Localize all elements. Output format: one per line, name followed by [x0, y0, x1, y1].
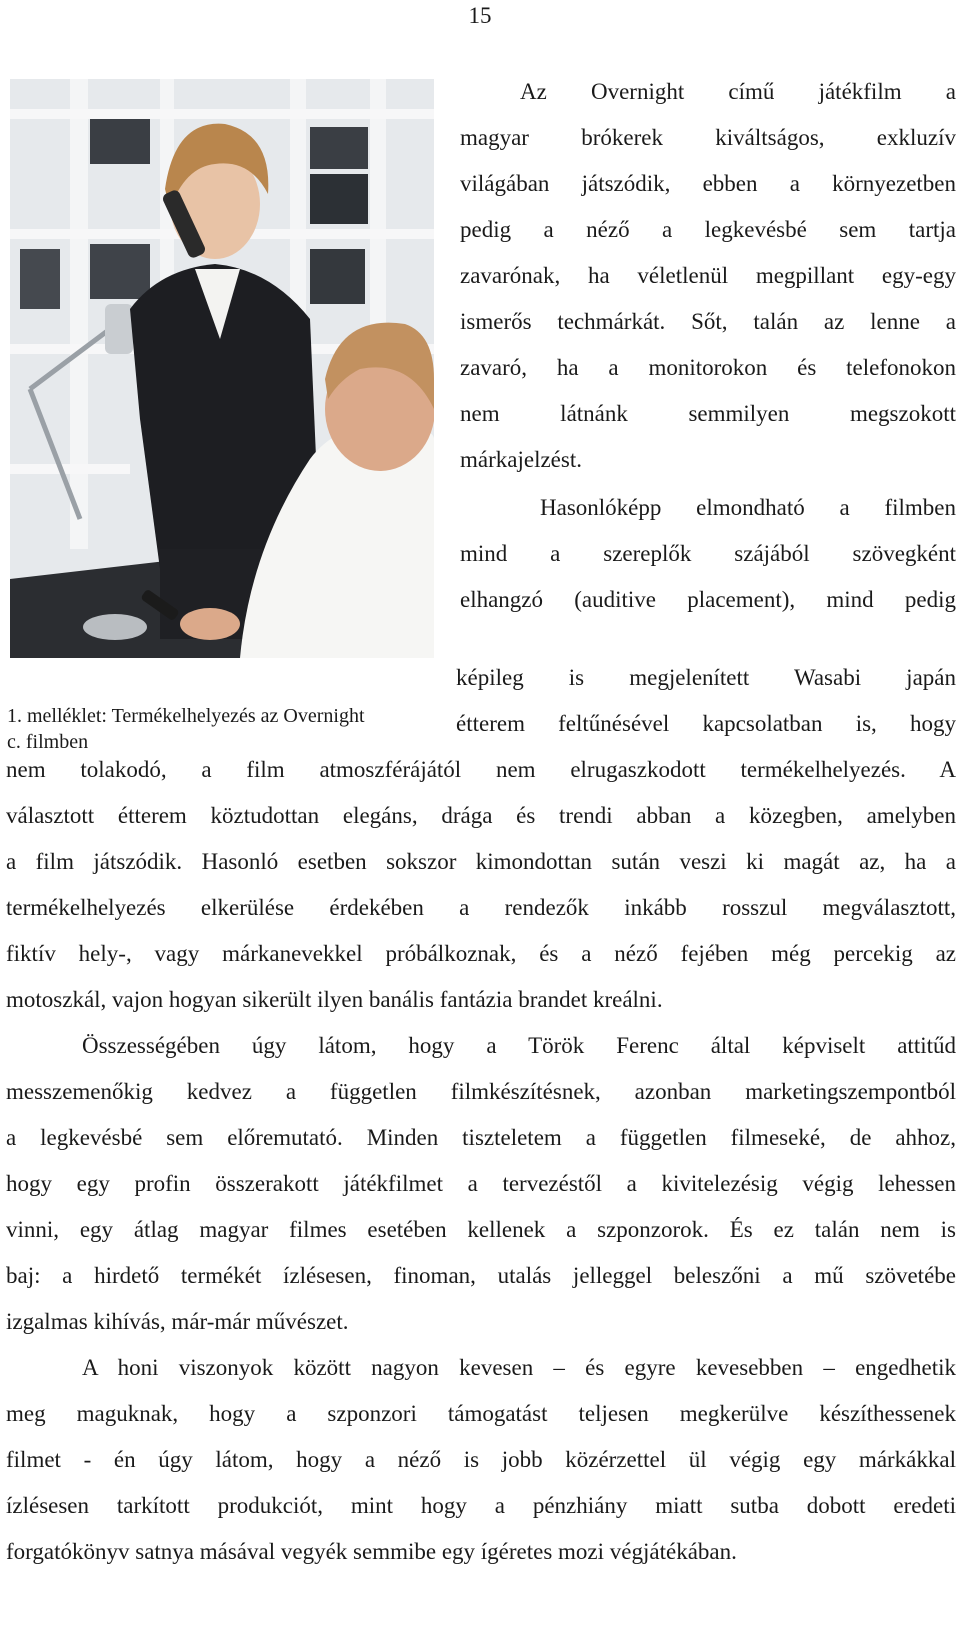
body-text-line: hogy egy profin összerakott játékfilmet a tervezéstől a kivitelezésig végig lehessen: [6, 1171, 956, 1196]
side-text-line: zavaró, ha a monitorokon és telefonokon: [460, 355, 956, 380]
body-text-line: a film játszódik. Hasonló esetben sokszor kimondottan sután veszi ki magát az, ha a: [6, 849, 956, 874]
side-text-line: elhangzó (auditive placement), mind pedig: [460, 587, 956, 612]
body-text-line: fiktív hely-, vagy márkanevekkel próbálkoznak, és a néző fejében még percekig az: [6, 941, 956, 966]
body-text-line: nem tolakodó, a film atmoszférájától nem elrugaszkodott termékelhelyezés. A: [6, 757, 956, 782]
side-text-line: zavarónak, ha véletlenül megpillant egy-egy: [460, 263, 956, 288]
side-text-line: pedig a néző a legkevésbé sem tartja: [460, 217, 956, 242]
side-text-line: képileg is megjelenített Wasabi japán: [456, 665, 956, 690]
side-text-line: étterem feltűnésével kapcsolatban is, hogy: [456, 711, 956, 736]
body-text-line: vinni, egy átlag magyar filmes esetében kellenek a szponzorok. És ez talán nem is: [6, 1217, 956, 1242]
body-text-line: baj: a hirdető termékét ízlésesen, finoman, utalás jelleggel beleszőni a mű szövetébe: [6, 1263, 956, 1288]
figure-caption-line-2: c. filmben: [7, 731, 89, 753]
page-number: 15: [468, 3, 492, 28]
body-text-line: ízlésesen tarkított produkciót, mint hogy a pénzhiány miatt sutba dobott eredeti: [6, 1493, 956, 1518]
body-text-line: Összességében úgy látom, hogy a Török Ferenc által képviselt attitűd: [82, 1033, 956, 1058]
film-still-illustration: [10, 79, 434, 658]
side-text-line: Az Overnight című játékfilm a: [520, 79, 956, 104]
side-text-line: magyar brókerek kiváltságos, exkluzív: [460, 125, 956, 150]
side-text-line: márkajelzést.: [460, 447, 582, 472]
body-text-line: a legkevésbé sem előremutató. Minden tiszteletem a független filmeseké, de ahhoz,: [6, 1125, 956, 1150]
figure-caption: [7, 703, 427, 755]
body-text-line: izgalmas kihívás, már-már művészet.: [6, 1309, 349, 1334]
body-text-line: filmet - én úgy látom, hogy a néző is jobb közérzettel ül végig egy márkákkal: [6, 1447, 956, 1472]
body-text-line: motoszkál, vajon hogyan sikerült ilyen banális fantázia brandet kreálni.: [6, 987, 663, 1012]
side-text-line: nem látnánk semmilyen megszokott: [460, 401, 956, 426]
side-text-line: világában játszódik, ebben a környezetben: [460, 171, 956, 196]
side-text-line: ismerős techmárkát. Sőt, talán az lenne a: [460, 309, 956, 334]
side-text-line: mind a szereplők szájából szövegként: [460, 541, 956, 566]
film-still-photo: [10, 79, 434, 658]
figure-caption-line-1: 1. melléklet: Termékelhelyezés az Overnight: [7, 705, 365, 727]
body-text-line: termékelhelyezés elkerülése érdekében a rendezők inkább rosszul megválasztott,: [6, 895, 956, 920]
body-text-line: választott étterem köztudottan elegáns, drága és trendi abban a közegben, amelyben: [6, 803, 956, 828]
body-text-line: messzemenőkig kedvez a független filmkészítésnek, azonban marketingszempontból: [6, 1079, 956, 1104]
side-text-line: Hasonlóképp elmondható a filmben: [540, 495, 956, 520]
body-text-line: A honi viszonyok között nagyon kevesen – és egyre kevesebben – engedhetik: [82, 1355, 956, 1380]
body-text-line: meg maguknak, hogy a szponzori támogatást teljesen megkerülve készíthessenek: [6, 1401, 956, 1426]
body-text-line: forgatókönyv satnya másával vegyék semmibe egy ígéretes mozi végjátékában.: [6, 1539, 737, 1564]
